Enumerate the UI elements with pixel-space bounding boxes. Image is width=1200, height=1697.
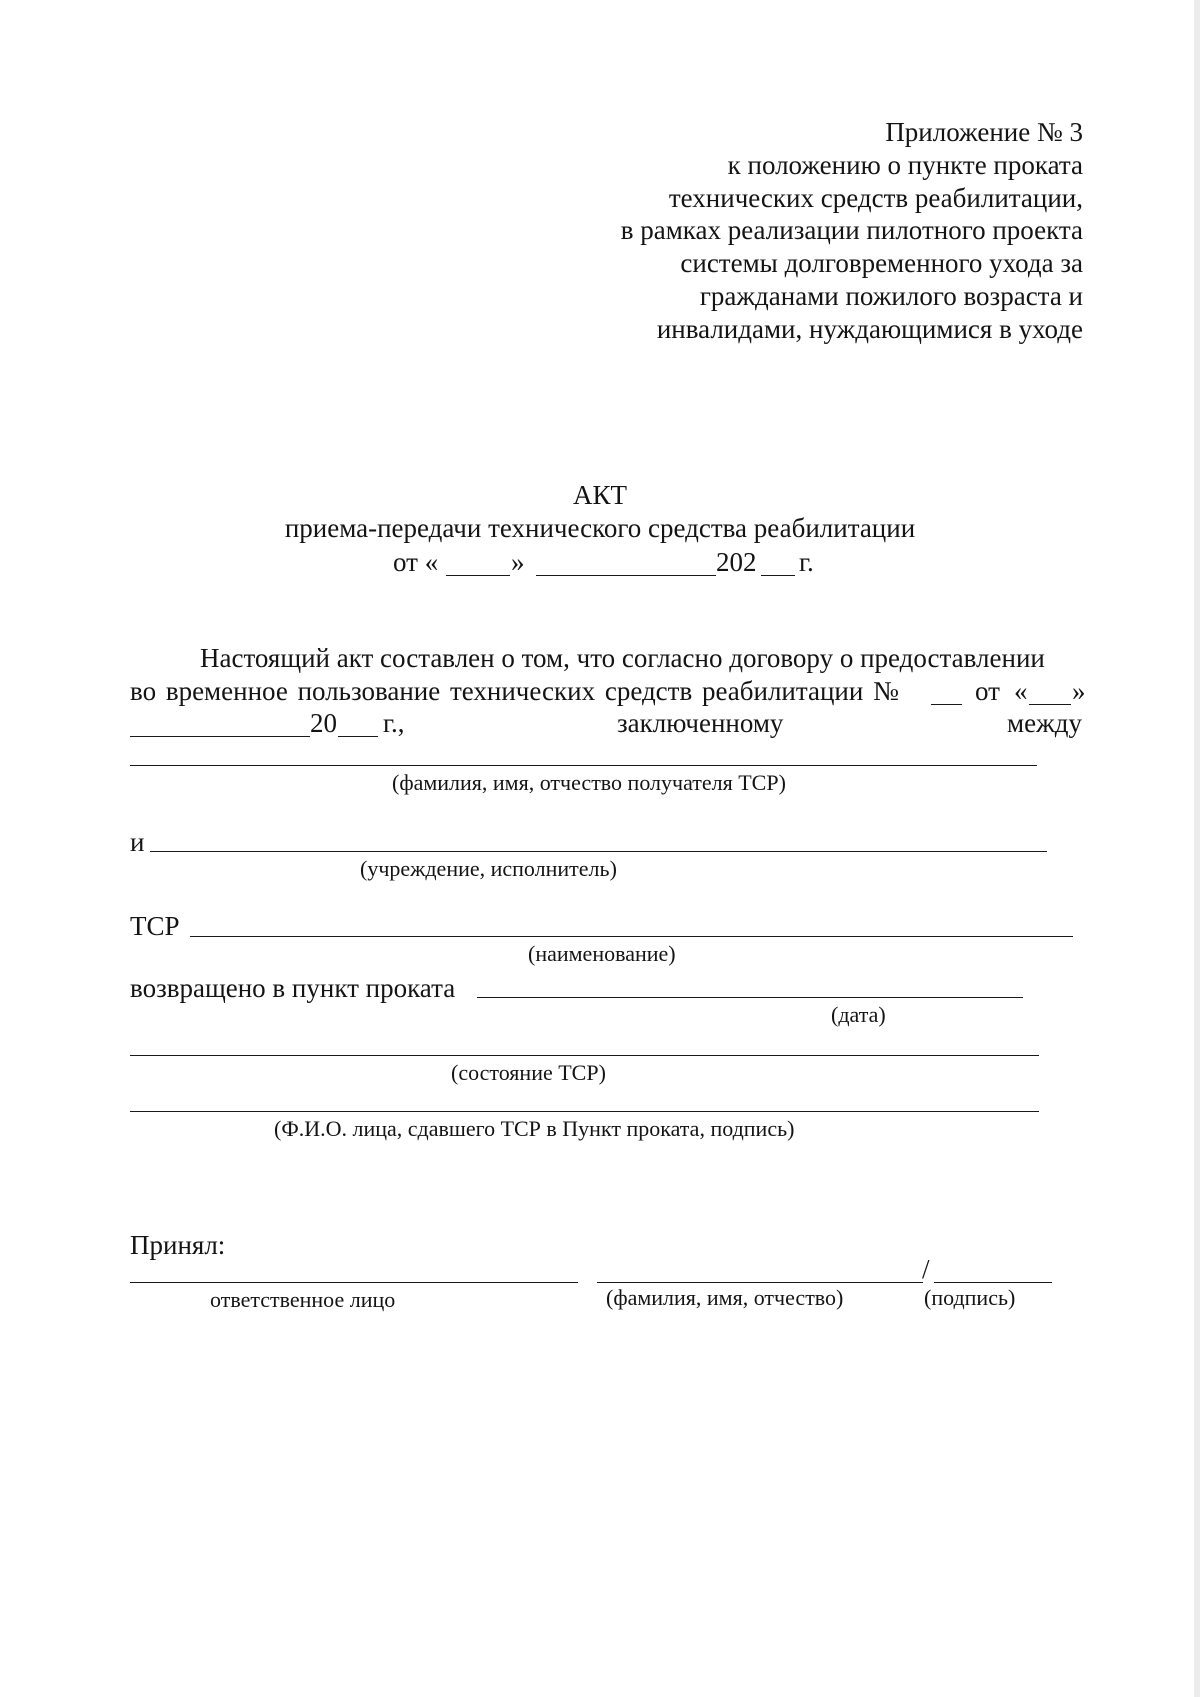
and-prefix: и	[130, 827, 145, 857]
signature-blank[interactable]	[934, 1282, 1052, 1283]
date-caption: (дата)	[831, 1002, 886, 1027]
appendix-line-2: к положению о пункте проката	[727, 150, 1083, 180]
appendix-line-5: системы долговременного ухода за	[680, 248, 1083, 278]
institution-caption: (учреждение, исполнитель)	[360, 856, 617, 881]
appendix-line-3: технических средств реабилитации,	[668, 183, 1083, 213]
institution-blank[interactable]	[150, 851, 1047, 852]
recipient-caption: (фамилия, имя, отчество получателя ТСР)	[392, 770, 786, 795]
condition-blank[interactable]	[130, 1055, 1039, 1056]
appendix-line-4: в рамках реализации пилотного проекта	[620, 215, 1083, 245]
person-caption: (Ф.И.О. лица, сдавшего ТСР в Пункт проката, подпись)	[274, 1116, 795, 1141]
paragraph-year: 20	[310, 708, 337, 738]
act-day-blank[interactable]	[446, 575, 510, 576]
contract-day-blank[interactable]	[1029, 704, 1071, 705]
contract-number-blank[interactable]	[931, 704, 962, 705]
paragraph-ot: от	[975, 676, 1000, 706]
appendix-line-7: инвалидами, нуждающимися в уходе	[656, 314, 1083, 344]
paragraph-line-1: Настоящий акт составлен о том, что согласно договору о предоставлении	[200, 643, 1045, 673]
appendix-line-6: гражданами пожилого возраста и	[699, 281, 1083, 311]
paragraph-quote-close: »	[1072, 676, 1086, 706]
condition-caption: (состояние ТСР)	[451, 1060, 606, 1085]
paragraph-concluded: заключенному	[617, 708, 784, 738]
act-heading: АКТ	[573, 480, 627, 510]
appendix-number: Приложение № 3	[885, 117, 1083, 147]
contract-year-blank[interactable]	[338, 736, 378, 737]
return-date-blank[interactable]	[477, 997, 1023, 998]
act-date-g: г.	[799, 547, 814, 577]
tsr-prefix: ТСР	[130, 911, 180, 941]
contract-month-blank[interactable]	[130, 736, 310, 737]
returned-prefix: возвращено в пункт проката	[130, 973, 456, 1003]
accepted-label: Принял:	[130, 1230, 226, 1260]
responsible-blank[interactable]	[130, 1282, 578, 1283]
name-caption: (наименование)	[528, 941, 676, 966]
accepted-slash: /	[922, 1254, 930, 1284]
act-date-year: 202	[716, 547, 757, 577]
act-date-from: от «	[393, 547, 439, 577]
paragraph-quote-open: «	[1014, 676, 1028, 706]
paragraph-g: г.,	[383, 708, 405, 738]
responsible-caption: ответственное лицо	[210, 1287, 396, 1312]
signature-caption: (подпись)	[924, 1285, 1016, 1310]
act-year-blank[interactable]	[761, 575, 795, 576]
fio-caption: (фамилия, имя, отчество)	[606, 1285, 844, 1310]
paragraph-line-2-text: во временное пользование технических средств реабилитации №	[130, 676, 899, 706]
fio-blank[interactable]	[597, 1282, 923, 1283]
person-blank[interactable]	[130, 1111, 1039, 1112]
scan-edge	[1194, 0, 1200, 1697]
tsr-name-blank[interactable]	[190, 936, 1073, 937]
act-date-quote-close: »	[511, 547, 525, 577]
act-subheading: приема-передачи технического средства реабилитации	[284, 513, 916, 543]
act-month-blank[interactable]	[536, 575, 716, 576]
paragraph-between: между	[1007, 708, 1082, 738]
recipient-blank[interactable]	[130, 765, 1037, 766]
